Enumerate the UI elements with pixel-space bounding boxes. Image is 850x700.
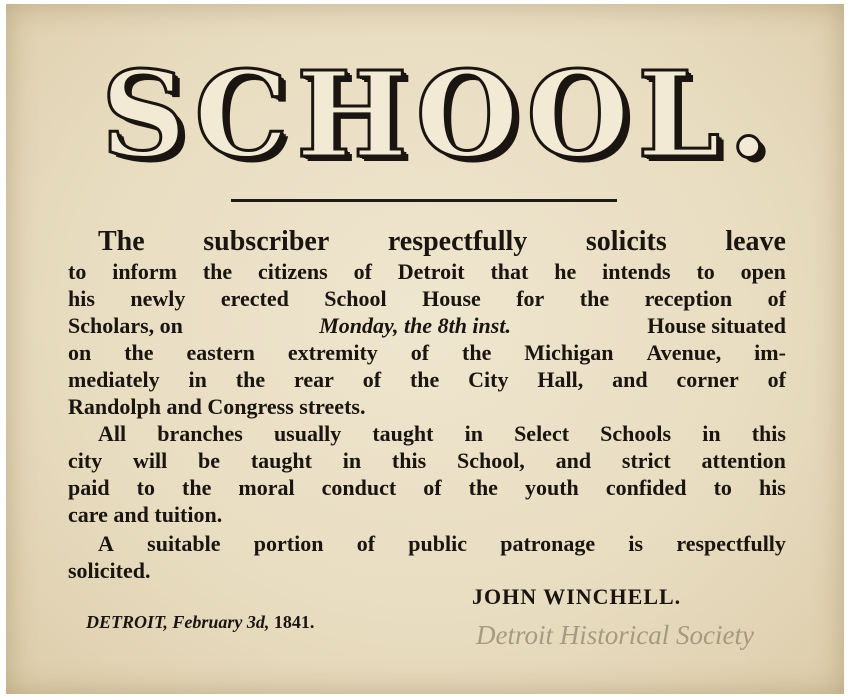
word: patronage	[500, 531, 596, 556]
word: in	[188, 367, 207, 392]
word: public	[408, 531, 467, 556]
word: portion	[253, 531, 324, 556]
word: leave	[725, 226, 786, 257]
word: moral	[238, 475, 295, 500]
word: All	[98, 421, 127, 446]
word: School	[324, 286, 387, 311]
text-line	[68, 285, 786, 312]
dateline-place: DETROIT,	[86, 612, 168, 632]
word: City	[468, 367, 509, 392]
word: Detroit	[397, 259, 465, 284]
word: his	[758, 475, 786, 500]
word: to	[713, 475, 732, 500]
text-line	[68, 226, 786, 258]
word: im-	[754, 340, 786, 365]
word: the	[124, 340, 154, 365]
word: mediately	[68, 367, 160, 392]
text-line	[68, 366, 786, 393]
word: the	[182, 475, 212, 500]
word: reception	[644, 286, 733, 311]
word: solicits	[585, 226, 667, 257]
word: he	[554, 259, 577, 284]
word: Select	[514, 421, 570, 446]
broadside-paper	[6, 4, 844, 694]
word: confided	[605, 475, 687, 500]
word: is	[628, 531, 644, 556]
word: conduct	[321, 475, 397, 500]
word: usually	[273, 421, 342, 446]
word: of	[410, 340, 430, 365]
text-line	[68, 258, 786, 285]
headline-title: SCHOOL.	[101, 45, 778, 184]
word: eastern	[186, 340, 255, 365]
text-line	[68, 339, 786, 366]
text-line: Randolph and Congress streets.	[68, 394, 366, 419]
text-line	[68, 447, 786, 474]
word: to	[136, 475, 155, 500]
opening-date-italic: Monday, the 8th inst.	[319, 313, 511, 338]
text-line	[68, 474, 786, 501]
word: that	[490, 259, 529, 284]
word: in	[702, 421, 721, 446]
text-line	[68, 530, 786, 557]
word: open	[740, 259, 786, 284]
word: intends	[602, 259, 671, 284]
word: the	[235, 367, 266, 392]
word: the	[409, 367, 440, 392]
word: of	[767, 286, 786, 311]
text-line	[68, 420, 786, 447]
word: the	[579, 286, 610, 311]
word: the	[202, 259, 233, 284]
word: House	[422, 286, 481, 311]
word: inform	[112, 259, 177, 284]
word: to	[68, 259, 87, 284]
signature: JOHN WINCHELL.	[472, 584, 682, 609]
divider-rule	[231, 199, 617, 202]
dateline-year: 1841.	[273, 612, 315, 632]
dateline-date: February 3d,	[172, 612, 270, 632]
word: youth	[525, 475, 579, 500]
word: in	[464, 421, 483, 446]
word: of	[362, 367, 382, 392]
word: citizens	[258, 259, 328, 284]
word: Avenue,	[646, 340, 722, 365]
word: The	[98, 226, 145, 257]
text-segment: House situated	[647, 313, 786, 338]
text-line: solicited.	[68, 558, 151, 583]
word: his	[68, 286, 95, 311]
word: corner	[676, 367, 739, 392]
word: A	[98, 531, 114, 556]
word: on	[68, 340, 92, 365]
word: suitable	[147, 531, 221, 556]
word: to	[696, 259, 715, 284]
word: city	[68, 448, 103, 473]
word: School,	[456, 448, 525, 473]
announcement-body	[68, 226, 786, 584]
word: taught	[372, 421, 434, 446]
word: attention	[701, 448, 786, 473]
text-segment: Scholars, on	[68, 313, 183, 338]
word: and	[612, 367, 648, 392]
word: this	[391, 448, 427, 473]
watermark: Detroit Historical Society	[476, 620, 754, 650]
word: Michigan	[524, 340, 614, 365]
text-line: care and tuition.	[68, 502, 223, 527]
word: of	[356, 531, 376, 556]
word: will	[133, 448, 168, 473]
word: strict	[621, 448, 671, 473]
word: newly	[130, 286, 186, 311]
word: of	[767, 367, 786, 392]
word: rear	[293, 367, 334, 392]
word: taught	[250, 448, 312, 473]
word: extremity	[287, 340, 378, 365]
word: be	[198, 448, 221, 473]
word: of	[423, 475, 442, 500]
word: for	[516, 286, 545, 311]
dateline	[86, 612, 314, 633]
word: this	[751, 421, 786, 446]
word: of	[353, 259, 372, 284]
word: the	[468, 475, 498, 500]
word: branches	[157, 421, 243, 446]
word: Schools	[600, 421, 672, 446]
word: Hall,	[537, 367, 584, 392]
word: respectfully	[676, 531, 786, 556]
word: paid	[68, 475, 110, 500]
word: the	[462, 340, 492, 365]
word: in	[342, 448, 362, 473]
word: and	[555, 448, 592, 473]
text-line	[68, 312, 786, 339]
word: respectfully	[387, 226, 528, 257]
word: erected	[220, 286, 289, 311]
word: subscriber	[203, 226, 330, 257]
